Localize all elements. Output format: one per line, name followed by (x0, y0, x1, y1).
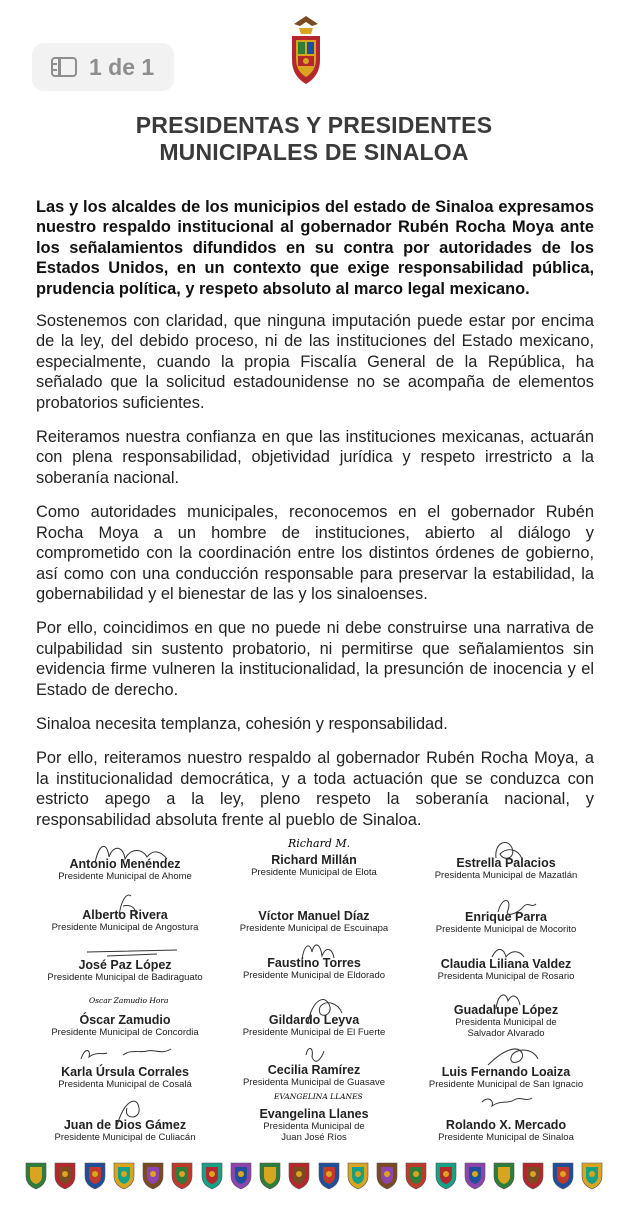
signatory-role: Presidente Municipal de Escuinapa (239, 923, 389, 934)
handwritten-signature (27, 888, 223, 922)
signature-block (27, 958, 223, 983)
signatory-role: Presidente Municipal de Elota (251, 867, 377, 878)
signature-block (216, 1013, 412, 1038)
signatory-name: Juan de Dios Gámez (63, 1118, 187, 1132)
municipal-shield-icon-10 (287, 1160, 311, 1190)
municipal-shield-icon-12 (346, 1160, 370, 1190)
body-paragraph: Sostenemos con claridad, que ninguna imputación puede estar por encima de la ley, del debido proceso, ni de las instituciones del Estado mexicano, especialmente, cuando la propia Fiscalía General de la República, ha señalado que la solicitud estadounidense no se acompaña de elementos probatorios suficientes. (36, 312, 594, 412)
municipal-shield-icon-20 (580, 1160, 604, 1190)
handwritten-signature (216, 993, 412, 1027)
handwritten-text: Richard M. (288, 837, 351, 850)
signatory-role: Presidente Municipal de Mocorito (435, 924, 577, 935)
body-paragraph: Por ello, reiteramos nuestro respaldo al gobernador Rubén Rocha Moya, a la institucionalidad democrática, y a toda actuación que se conduzca con estricto apego a la ley, pleno respeto la soberanía nacional, y responsabilidad absoluta frente al pueblo de Sinaloa. (36, 749, 594, 829)
handwritten-signature (27, 993, 223, 1027)
signatory-role: Presidente Municipal de Eldorado (242, 970, 386, 981)
signatory-role: Presidente Municipal de Badiraguato (47, 972, 203, 983)
signatory-name: Alberto Rivera (82, 908, 168, 922)
signature-block (408, 1003, 604, 1039)
signatory-name: José Paz López (78, 958, 172, 972)
signatory-name: Cecilia Ramírez (267, 1063, 361, 1077)
signatory-name: Óscar Zamudio (79, 1013, 171, 1027)
lead-paragraph: Las y los alcaldes de los municipios del estado de Sinaloa expresamos nuestro respaldo institucional al gobernador Rubén Rocha Moya ante los señalamientos difundidos en su contra por autoridades de los Estados Unidos, en un contexto que exige responsabilidad pública, prudencia política, y respeto absoluto al marco legal mexicano. (36, 198, 594, 298)
municipal-shield-icon-13 (375, 1160, 399, 1190)
signature-block (216, 956, 412, 981)
statement-body (36, 197, 594, 844)
signatory-name: Evangelina Llanes (259, 1107, 369, 1121)
municipal-shield-icon-5 (141, 1160, 165, 1190)
signatory-name: Faustino Torres (267, 956, 361, 970)
page-indicator[interactable] (32, 43, 174, 91)
title-line: PRESIDENTAS Y PRESIDENTES (135, 112, 493, 138)
signatory-name: Guadalupe López (453, 1003, 559, 1017)
signature-block (408, 957, 604, 982)
signatory-role: Presidente Municipal de Ahome (58, 871, 192, 882)
sinaloa-coat-of-arms-icon (286, 14, 326, 86)
municipal-shield-icon-18 (521, 1160, 545, 1190)
signatory-role: Salvador Alvarado (467, 1028, 545, 1039)
signatory-role: Presidente Municipal de Angostura (51, 922, 199, 933)
handwritten-signature (27, 837, 223, 871)
municipal-shield-icon-3 (83, 1160, 107, 1190)
municipal-shield-icon-1 (24, 1160, 48, 1190)
municipal-shield-icon-6 (170, 1160, 194, 1190)
signature-block (216, 837, 412, 878)
handwritten-signature (408, 890, 604, 924)
municipal-shield-icon-19 (551, 1160, 575, 1190)
handwritten-signature (216, 1043, 412, 1077)
signatory-role: Presidente Municipal de Concordia (51, 1027, 199, 1038)
municipal-shield-icon-14 (404, 1160, 428, 1190)
signatory-name: Claudia Liliana Valdez (440, 957, 572, 971)
signature-block (27, 908, 223, 933)
signature-block (27, 1065, 223, 1090)
signature-block (408, 856, 604, 881)
signature-block (27, 1118, 223, 1143)
body-paragraph: Sinaloa necesita templanza, cohesión y responsabilidad. (36, 714, 448, 733)
title-line: MUNICIPALES DE SINALOA (159, 139, 469, 165)
document-title (0, 112, 628, 166)
handwritten-signature (27, 938, 223, 972)
handwritten-signature (408, 937, 604, 971)
signature-block (27, 996, 223, 1038)
signatory-role: Presidenta Municipal de Cosalá (58, 1079, 192, 1090)
handwritten-signature (408, 1045, 604, 1079)
body-paragraph: Como autoridades municipales, reconocemos en el gobernador Rubén Rocha Moya a un hombre de instituciones, abierto al diálogo y comprometido con la coordinación entre los distintos órdenes de gobierno, así como con una conducción responsable para preservar la estabilidad, la gobernabilidad y el bienestar de las y los sinaloenses. (36, 503, 594, 603)
signatory-role: Presidente Municipal de El Fuerte (242, 1027, 386, 1038)
handwritten-signature (27, 1045, 223, 1079)
municipal-shield-icon-4 (112, 1160, 136, 1190)
signatory-role: Presidente Municipal de Culiacán (54, 1132, 196, 1143)
signature-block (216, 1092, 412, 1143)
signatory-name: Rolando X. Mercado (445, 1118, 567, 1132)
handwritten-signature (408, 836, 604, 870)
municipal-shield-icon-16 (463, 1160, 487, 1190)
signatory-role: Juan José Ríos (281, 1132, 347, 1143)
signatory-role: Presidenta Municipal de (455, 1017, 557, 1028)
signature-block (216, 909, 412, 934)
handwritten-signature (408, 983, 604, 1017)
signature-block (408, 910, 604, 935)
signatory-name: Richard Millán (271, 853, 357, 867)
signatory-role: Presidenta Municipal de Guasave (242, 1077, 386, 1088)
signatory-name: Víctor Manuel Díaz (258, 909, 370, 923)
municipal-shield-icon-17 (492, 1160, 516, 1190)
signatory-role: Presidenta Municipal de (263, 1121, 365, 1132)
signatory-name: Luis Fernando Loaiza (441, 1065, 571, 1079)
municipal-shield-icon-9 (258, 1160, 282, 1190)
signatory-name: Enrique Parra (465, 910, 547, 924)
signatory-name: Karla Úrsula Corrales (61, 1065, 189, 1079)
handwritten-signature (216, 833, 412, 867)
handwritten-text: EVANGELINA LLANES (274, 1092, 363, 1101)
municipal-logos-strip (24, 1155, 604, 1195)
document-pages-icon (51, 57, 77, 77)
municipal-shield-icon-8 (229, 1160, 253, 1190)
body-paragraph: Por ello, coincidimos en que no puede ni debe construirse una narrativa de culpabilidad sin sustento probatorio, ni permitirse que señalamientos sin evidencia firme vulneren la institucionalidad, la presunción de inocencia y el Estado de derecho. (36, 619, 594, 699)
signature-block (216, 1063, 412, 1088)
municipal-shield-icon-11 (317, 1160, 341, 1190)
signature-block (408, 1065, 604, 1090)
handwritten-signature (408, 1098, 604, 1132)
handwritten-text: Oscar Zamudio Hora (89, 996, 169, 1005)
signature-block (27, 857, 223, 882)
signatory-name: Gildardo Leyva (268, 1013, 360, 1027)
body-paragraph: Reiteramos nuestra confianza en que las instituciones mexicanas, actuarán con plena responsabilidad, objetividad jurídica y respeto irrestricto a la soberanía nacional. (36, 428, 594, 487)
signature-block (408, 1118, 604, 1143)
handwritten-signature (216, 936, 412, 970)
municipal-shield-icon-15 (434, 1160, 458, 1190)
handwritten-signature (27, 1098, 223, 1132)
handwritten-signature (216, 1087, 412, 1121)
signatory-role: Presidente Municipal de Sinaloa (438, 1132, 574, 1143)
municipal-shield-icon-2 (53, 1160, 77, 1190)
signatory-name: Antonio Menéndez (69, 857, 181, 871)
signatory-role: Presidente Municipal de San Ignacio (428, 1079, 584, 1090)
municipal-shield-icon-7 (200, 1160, 224, 1190)
page-count-label: 1 de 1 (89, 53, 155, 80)
signatory-name: Estrella Palacios (456, 856, 556, 870)
signatory-role: Presidenta Municipal de Mazatlán (434, 870, 578, 881)
signatory-role: Presidenta Municipal de Rosario (437, 971, 575, 982)
